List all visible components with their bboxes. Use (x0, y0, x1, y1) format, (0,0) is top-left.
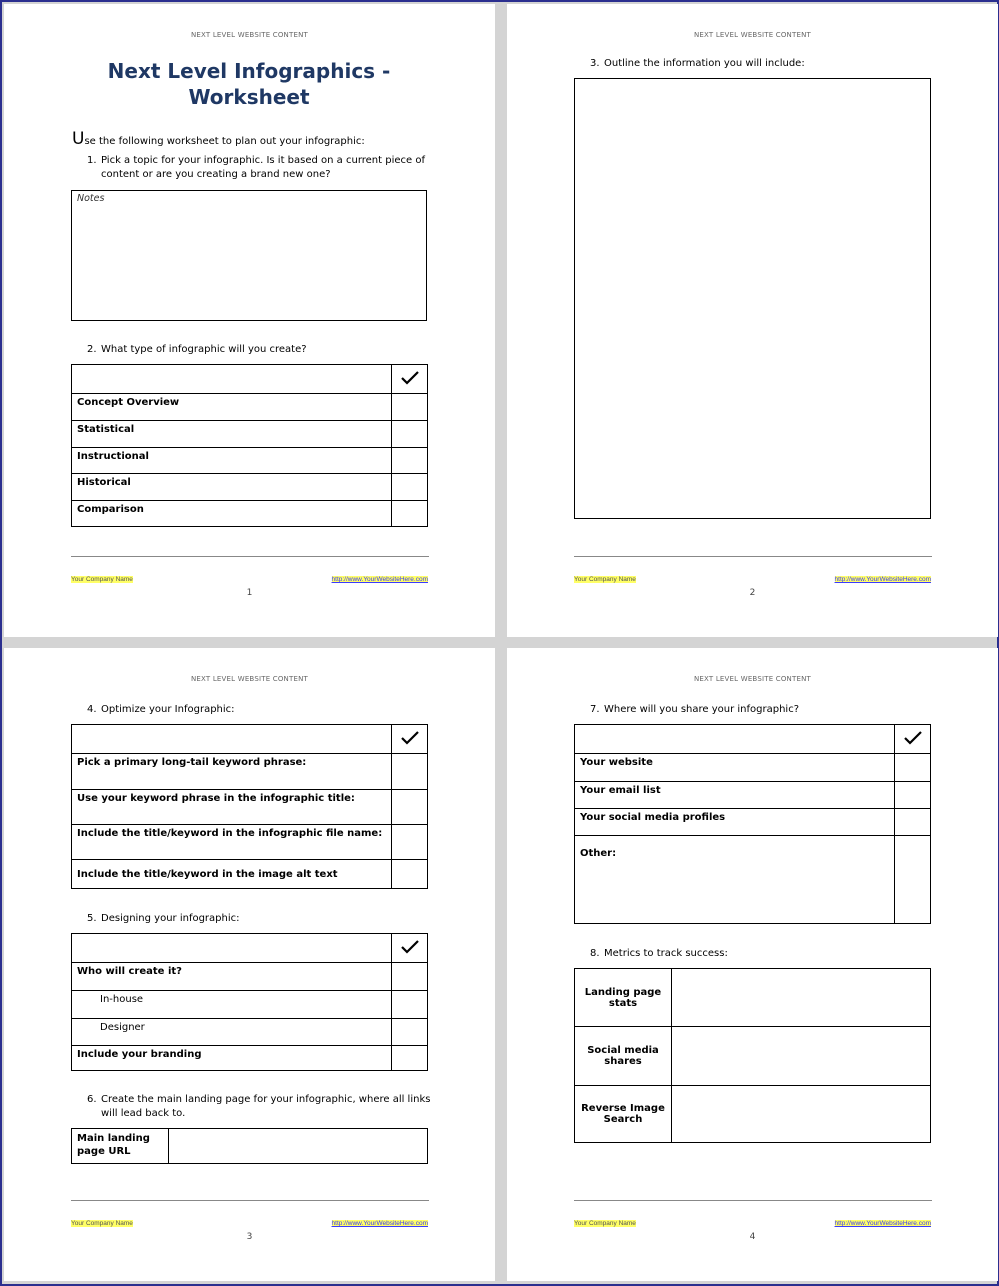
page-header: NEXT LEVEL WEBSITE CONTENT (694, 31, 811, 39)
metric-label-line-1: Landing page (584, 986, 662, 998)
metric-value-field[interactable] (672, 1027, 931, 1086)
intro-rest: se the following worksheet to plan out your infographic: (84, 136, 365, 147)
metric-label-line-2: stats (608, 997, 638, 1009)
page-header: NEXT LEVEL WEBSITE CONTENT (191, 675, 308, 683)
intro-text (72, 129, 365, 149)
question-number: 1. (87, 155, 97, 166)
footer-url-link[interactable]: http://www.YourWebsiteHere.com (331, 576, 428, 583)
question-number: 8. (590, 948, 600, 959)
page-4 (507, 648, 998, 1281)
question-2-text: What type of infographic will you create? (101, 344, 307, 355)
design-designer: Designer (72, 1019, 392, 1046)
metric-value-field[interactable] (672, 1086, 931, 1143)
footer-url-link[interactable]: http://www.YourWebsiteHere.com (331, 1220, 428, 1227)
checkmark-icon (400, 730, 420, 746)
design-who: Who will create it? (72, 963, 392, 991)
header-cell (72, 365, 392, 394)
header-cell (72, 934, 392, 963)
check-header-cell (392, 365, 428, 394)
landing-page-table (71, 1128, 428, 1164)
metric-landing-page-stats (575, 969, 672, 1027)
page-number: 4 (749, 1232, 756, 1242)
share-website: Your website (575, 754, 895, 782)
checkbox-cell[interactable] (392, 1019, 428, 1046)
footer-company: Your Company Name (71, 1220, 133, 1227)
metric-social-media-shares (575, 1027, 672, 1086)
checkbox-cell[interactable] (392, 448, 428, 474)
checkmark-icon (400, 939, 420, 955)
title-line-1: Next Level Infographics - (107, 59, 391, 83)
checkbox-cell[interactable] (392, 790, 428, 825)
checkbox-cell[interactable] (392, 421, 428, 448)
question-6 (87, 1093, 431, 1121)
metrics-table (574, 968, 931, 1143)
checkbox-cell[interactable] (392, 501, 428, 527)
question-3 (590, 57, 805, 71)
checkbox-cell[interactable] (392, 754, 428, 790)
footer-company: Your Company Name (71, 576, 133, 583)
optimize-table (71, 724, 428, 889)
design-table (71, 933, 428, 1071)
checkbox-cell[interactable] (392, 474, 428, 501)
metric-label-line-1: Social media (587, 1045, 659, 1056)
share-social-media: Your social media profiles (575, 809, 895, 836)
page-1 (4, 4, 495, 637)
infographic-type-table (71, 364, 428, 527)
checkbox-cell[interactable] (895, 809, 931, 836)
checkbox-cell[interactable] (895, 754, 931, 782)
design-branding: Include your branding (72, 1046, 392, 1071)
metric-label-line-2: shares (604, 1056, 642, 1067)
question-number: 5. (87, 913, 97, 924)
question-7 (590, 703, 800, 717)
landing-page-label (72, 1129, 169, 1164)
page-2 (507, 4, 998, 637)
question-3-text: Outline the information you will include: (604, 58, 805, 69)
page-3 (4, 648, 495, 1281)
footer-company: Your Company Name (574, 576, 636, 583)
question-number: 3. (590, 58, 600, 69)
question-number: 2. (87, 344, 97, 355)
metric-label-line-1: Reverse Image (581, 1103, 665, 1114)
header-cell (575, 725, 895, 754)
type-instructional: Instructional (72, 448, 392, 474)
landing-label-line-2: page URL (77, 1146, 131, 1157)
checkbox-cell[interactable] (392, 963, 428, 991)
page-number: 3 (246, 1232, 253, 1242)
optimize-keyword-phrase: Pick a primary long-tail keyword phrase: (72, 754, 392, 790)
checkbox-cell[interactable] (895, 782, 931, 809)
footer-divider (574, 1200, 932, 1201)
question-1 (87, 154, 425, 182)
page-header: NEXT LEVEL WEBSITE CONTENT (694, 675, 811, 683)
question-2 (87, 343, 307, 357)
question-6-line-2: will lead back to. (101, 1108, 186, 1119)
optimize-title: Use your keyword phrase in the infographic title: (72, 790, 392, 825)
page-number: 2 (749, 588, 756, 598)
checkbox-cell[interactable] (895, 836, 931, 924)
type-statistical: Statistical (72, 421, 392, 448)
notes-label: Notes (77, 193, 105, 204)
question-6-line-1: Create the main landing page for your infographic, where all links (101, 1094, 431, 1105)
type-comparison: Comparison (72, 501, 392, 527)
share-table (574, 724, 931, 924)
share-email-list: Your email list (575, 782, 895, 809)
checkbox-cell[interactable] (392, 1046, 428, 1071)
intro-dropcap: U (72, 129, 85, 149)
footer-company: Your Company Name (574, 1220, 636, 1227)
question-7-text: Where will you share your infographic? (604, 704, 800, 715)
question-1-line-2: content or are you creating a brand new one? (101, 169, 331, 180)
metric-value-field[interactable] (672, 969, 931, 1027)
question-5-text: Designing your infographic: (101, 913, 240, 924)
question-8 (590, 947, 728, 961)
question-number: 4. (87, 704, 97, 715)
header-cell (72, 725, 392, 754)
page-title (64, 58, 434, 110)
footer-url-link[interactable]: http://www.YourWebsiteHere.com (834, 1220, 931, 1227)
type-concept-overview: Concept Overview (72, 394, 392, 421)
optimize-alt-text: Include the title/keyword in the image alt text (72, 860, 392, 889)
landing-label-line-1: Main landing (77, 1133, 150, 1144)
outline-box[interactable] (574, 78, 931, 519)
check-header-cell (895, 725, 931, 754)
question-number: 6. (87, 1094, 97, 1105)
optimize-file-name: Include the title/keyword in the infographic file name: (72, 825, 392, 860)
page-number: 1 (246, 588, 253, 598)
share-other: Other: (575, 836, 895, 924)
checkbox-cell[interactable] (392, 860, 428, 889)
footer-divider (574, 556, 932, 557)
footer-divider (71, 1200, 429, 1201)
metric-reverse-image-search (575, 1086, 672, 1143)
checkmark-icon (400, 370, 420, 386)
question-4-text: Optimize your Infographic: (101, 704, 235, 715)
question-4 (87, 703, 235, 717)
checkbox-cell[interactable] (392, 394, 428, 421)
page-header: NEXT LEVEL WEBSITE CONTENT (191, 31, 308, 39)
checkmark-icon (903, 730, 923, 746)
landing-page-url-field[interactable] (169, 1129, 428, 1164)
check-header-cell (392, 725, 428, 754)
check-header-cell (392, 934, 428, 963)
type-historical: Historical (72, 474, 392, 501)
footer-divider (71, 556, 429, 557)
checkbox-cell[interactable] (392, 825, 428, 860)
title-line-2: Worksheet (188, 85, 310, 109)
question-8-text: Metrics to track success: (604, 948, 728, 959)
question-1-line-1: Pick a topic for your infographic. Is it based on a current piece of (101, 155, 425, 166)
design-inhouse: In-house (72, 991, 392, 1019)
footer-url-link[interactable]: http://www.YourWebsiteHere.com (834, 576, 931, 583)
notes-box[interactable] (71, 190, 427, 321)
question-5 (87, 912, 240, 926)
metric-label-line-2: Search (603, 1114, 643, 1125)
question-number: 7. (590, 704, 600, 715)
checkbox-cell[interactable] (392, 991, 428, 1019)
